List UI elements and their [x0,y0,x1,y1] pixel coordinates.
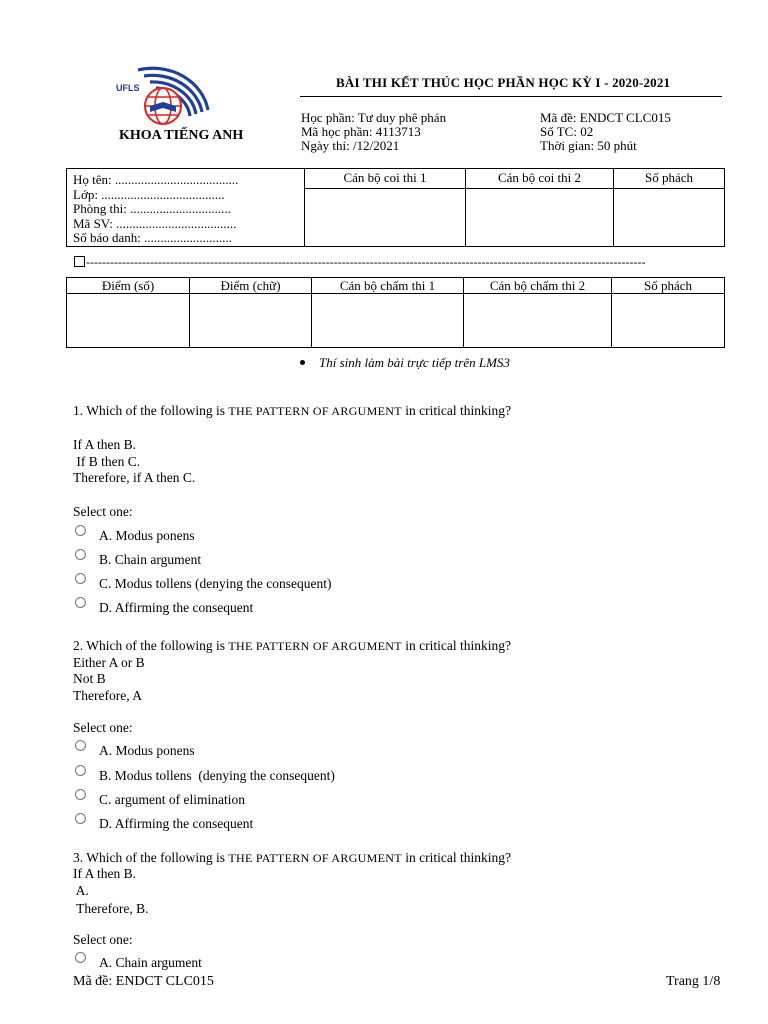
duration: Thời gian: 50 phút [540,138,637,153]
score-number-box [67,294,190,348]
question-3-premise: A. [73,883,89,898]
question-3-premise: Therefore, B. [73,901,149,916]
course-name: Học phần: Tư duy phê phán [301,110,447,125]
grading-serial-header: Số phách [612,278,725,294]
lms-note: Thí sinh làm bài trực tiếp trên LMS3 [300,355,510,371]
q2-option-d-label[interactable]: D. Affirming the consequent [99,816,254,831]
question-3-premise: If A then B. [73,866,136,881]
question-2-premise: Not B [73,671,106,686]
question-2-premise: Therefore, A [73,688,142,703]
svg-text:UFLS: UFLS [116,83,140,93]
q2-option-c-label[interactable]: C. argument of elimination [99,792,245,807]
q1-option-c-radio[interactable] [75,573,86,584]
q2-option-c-radio[interactable] [75,789,86,800]
proctor-1-header: Cán bộ coi thi 1 [305,169,466,189]
question-1-premise: If B then C. [73,454,141,469]
page-number: Trang 1/8 [666,974,721,989]
grading-table [66,277,725,348]
title-rule [300,96,722,97]
proctor-2-signature [466,188,614,246]
q1-option-a-label[interactable]: A. Modus ponens [99,528,195,543]
exam-code: Mã đề: ENDCT CLC015 [540,110,671,125]
faculty-name: KHOA TIẾNG ANH [119,128,244,143]
bullet-icon [300,360,305,365]
q1-option-d-label[interactable]: D. Affirming the consequent [99,600,254,615]
credits: Số TC: 02 [540,124,594,139]
question-2-premise: Either A or B [73,655,145,670]
proctor-2-header: Cán bộ coi thi 2 [466,169,614,189]
exam-date: Ngày thi: /12/2021 [301,138,400,153]
score-words-box [190,294,312,348]
student-class-field: Lớp: ...................................... [73,186,225,202]
grader-1-box [312,294,464,348]
candidate-number-field: Số báo danh: ........................... [73,230,232,245]
q1-option-d-radio[interactable] [75,597,86,608]
grader-2-box [464,294,612,348]
q2-option-b-radio[interactable] [75,765,86,776]
question-3-text: 3. Which of the following is THE PATTERN OF ARGUMENT in critical thinking? [73,850,511,865]
exam-title: BÀI THI KẾT THÚC HỌC PHẦN HỌC KỲ I - 2020-2021 [336,75,671,90]
student-id-field: Mã SV: ..................................... [73,215,237,231]
question-1-premise: If A then B. [73,437,136,452]
score-words-header: Điểm (chữ) [190,278,312,294]
grader-1-header: Cán bộ chấm thi 1 [312,278,464,294]
course-code: Mã học phần: 4113713 [301,124,421,139]
student-fields-cell [67,169,305,247]
q1-option-c-label[interactable]: C. Modus tollens (denying the consequent) [99,576,332,591]
q3-option-a-label[interactable]: A. Chain argument [99,955,202,970]
q3-option-a-radio[interactable] [75,952,86,963]
footer-exam-code: Mã đề: ENDCT CLC015 [73,974,214,989]
question-2-select-label: Select one: [73,720,133,735]
checkbox-icon [74,256,85,267]
question-1-premise: Therefore, if A then C. [73,470,196,485]
serial-box [614,188,725,246]
q2-option-a-label[interactable]: A. Modus ponens [99,743,195,758]
student-info-table [66,168,725,247]
q2-option-b-label[interactable]: B. Modus tollens (denying the consequent) [99,768,335,783]
question-3-select-label: Select one: [73,932,133,947]
question-2-text: 2. Which of the following is THE PATTERN OF ARGUMENT in critical thinking? [73,638,511,653]
cut-line: -------------------------------------------------------------------------------------------------------------------------------------------- [74,255,684,269]
grader-2-header: Cán bộ chấm thi 2 [464,278,612,294]
proctor-1-signature [305,188,466,246]
student-name-field: Họ tên: ...................................... [73,172,239,187]
q1-option-b-label[interactable]: B. Chain argument [99,552,202,567]
q2-option-a-radio[interactable] [75,740,86,751]
exam-room-field: Phòng thi: ............................... [73,201,231,216]
grading-serial-box [612,294,725,348]
q2-option-d-radio[interactable] [75,813,86,824]
q1-option-b-radio[interactable] [75,549,86,560]
question-1-text: 1. Which of the following is THE PATTERN OF ARGUMENT in critical thinking? [73,403,511,418]
serial-header: Số phách [614,169,725,189]
score-number-header: Điểm (số) [67,278,190,294]
question-1-select-label: Select one: [73,504,133,519]
q1-option-a-radio[interactable] [75,525,86,536]
